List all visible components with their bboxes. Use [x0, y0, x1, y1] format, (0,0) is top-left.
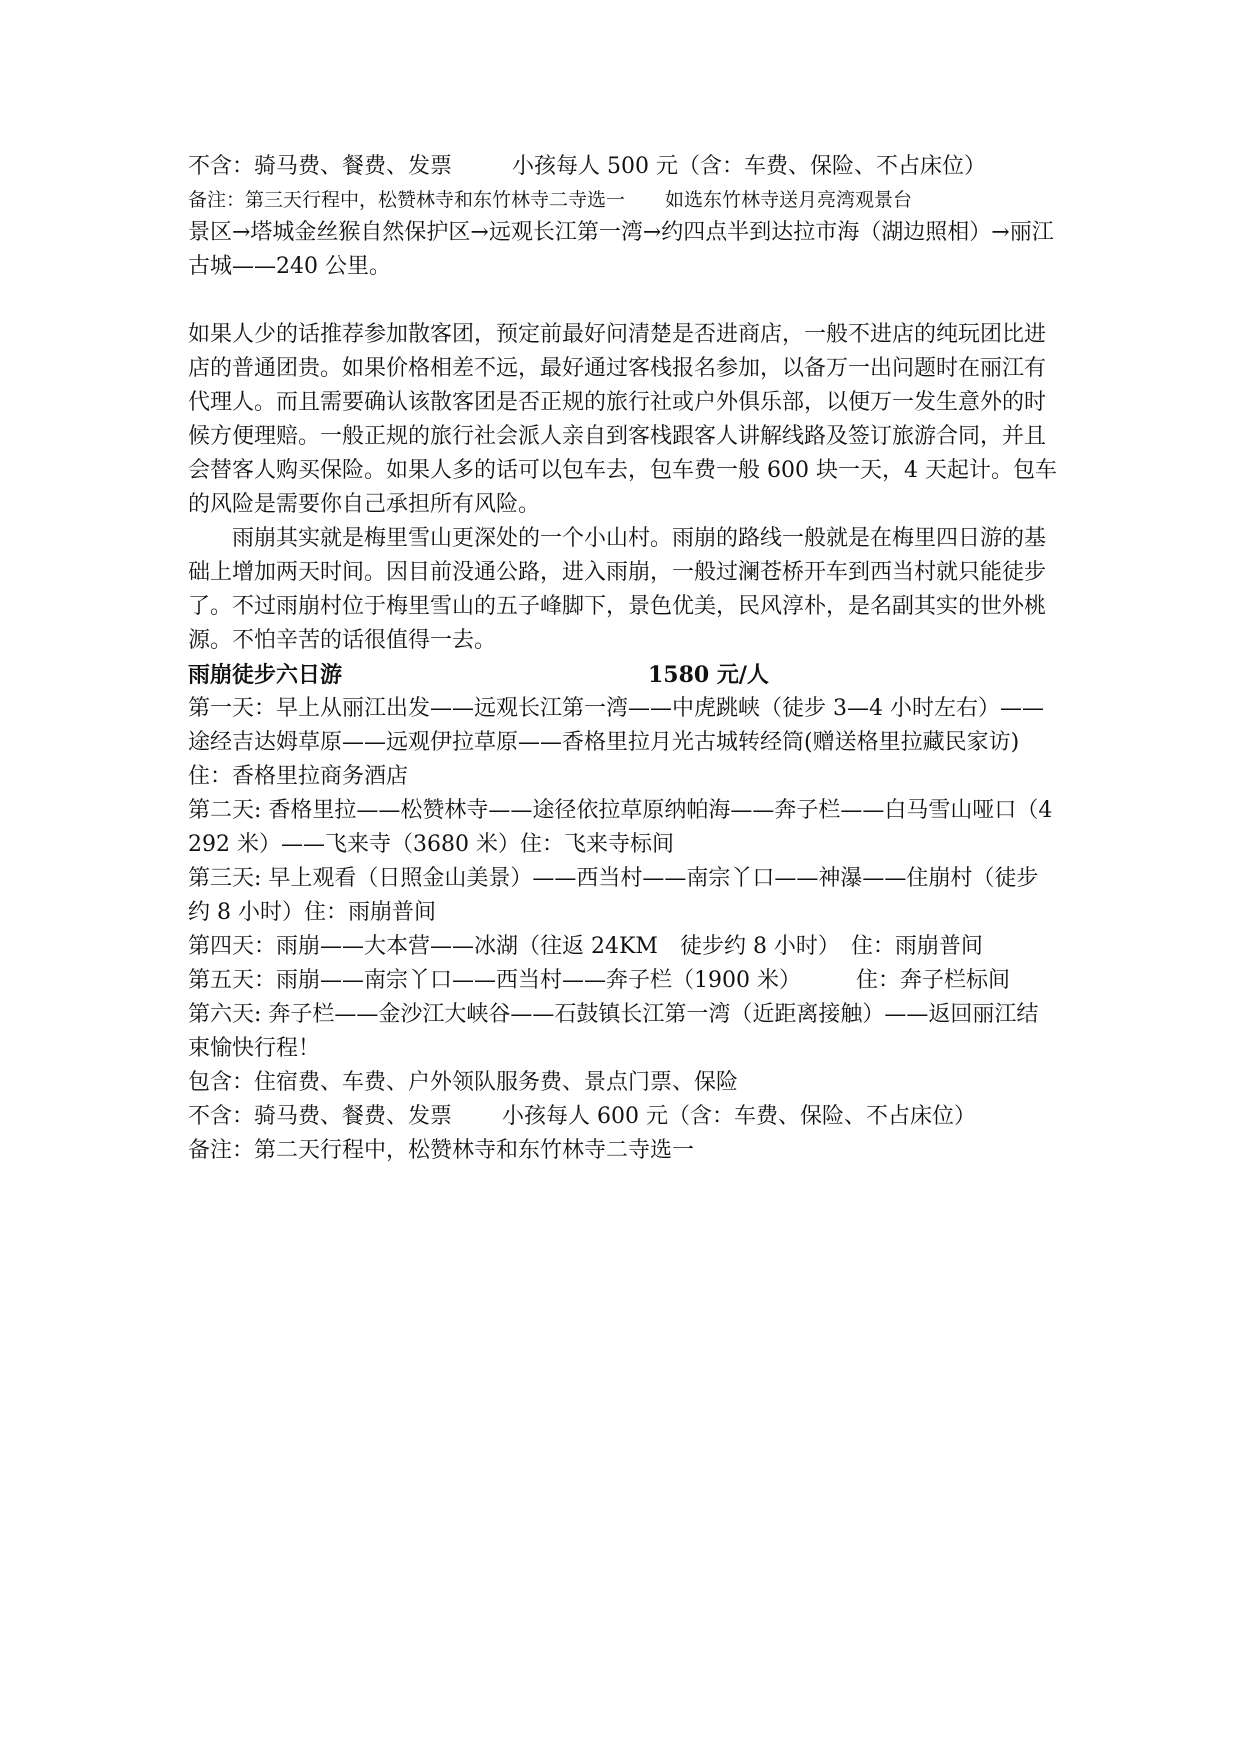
tour-price: 1580 元/人 [648, 662, 769, 688]
excludes-text: 不含：骑马费、餐费、发票 [188, 154, 453, 179]
itinerary-day-1: 第一天：早上从丽江出发——远观长江第一湾——中虎跳峡（徒步 3—4 小时左右）——途经吉达姆草原——远观伊拉草原——香格里拉月光古城转经筒(赠送格里拉藏民家访)住：香格里拉商务酒店 [188, 696, 1044, 789]
advice-paragraph: 如果人少的话推荐参加散客团，预定前最好问清楚是否进商店，一般不进店的纯玩团比进店的普通团贵。如果价格相差不远，最好通过客栈报名参加，以备万一出问题时在丽江有代理人。而且需要确认该散客团是否正规的旅行社或户外俱乐部，以便万一发生意外的时候方便理赔。一般正规的旅行社会派人亲自到客栈跟客人讲解线路及签订旅游合同，并且会替客人购买保险。如果人多的话可以包车去，包车费一般 600 块一天，4 天起计。包车的风险是需要你自己承担所有风险。 [188, 322, 1057, 517]
tour-title: 雨崩徒步六日游 [188, 662, 343, 688]
tour-note-line: 备注：第二天行程中，松赞林寺和东竹林寺二寺选一 [188, 1138, 695, 1163]
itinerary-day-6: 第六天: 奔子栏——金沙江大峡谷——石鼓镇长江第一湾（近距离接触）——返回丽江结束愉快行程！ [188, 1002, 1039, 1061]
route-paragraph: 景区→塔城金丝猴自然保护区→远观长江第一湾→约四点半到达拉市海（湖边照相）→丽江古城——240 公里。 [188, 220, 1054, 279]
excludes-line [188, 150, 1058, 184]
child-price-text: 小孩每人 500 元（含：车费、保险、不占床位） [512, 154, 986, 179]
itinerary-day-2: 第二天: 香格里拉——松赞林寺——途径依拉草原纳帕海——奔子栏——白马雪山哑口（4292 米）——飞来寺（3680 米）住：飞来寺标间 [188, 798, 1053, 857]
itinerary-day-4: 第四天：雨崩——大本营——冰湖（往返 24KM 徒步约 8 小时） 住：雨崩普间 [188, 934, 983, 959]
tour-child-price-text: 小孩每人 600 元（含：车费、保险、不占床位） [502, 1104, 976, 1129]
yubeng-intro-paragraph: 雨崩其实就是梅里雪山更深处的一个小山村。雨崩的路线一般就是在梅里四日游的基础上增加两天时间。因目前没通公路，进入雨崩，一般过澜苍桥开车到西当村就只能徒步了。不过雨崩村位于梅里雪山的五子峰脚下，景色优美，民风淳朴，是名副其实的世外桃源。不怕辛苦的话很值得一去。 [188, 526, 1047, 653]
includes-line: 包含：住宿费、车费、户外领队服务费、景点门票、保险 [188, 1070, 739, 1095]
itinerary-day-3: 第三天: 早上观看（日照金山美景）——西当村——南宗丫口——神瀑——住崩村（徒步约 8 小时）住：雨崩普间 [188, 866, 1039, 925]
tour-heading [188, 658, 1058, 692]
tour-excludes-line [188, 1100, 1058, 1134]
note-extra-text: 如选东竹林寺送月亮湾观景台 [665, 189, 913, 211]
tour-excludes-text: 不含：骑马费、餐费、发票 [188, 1104, 453, 1129]
document-body [188, 150, 1058, 1168]
note-text: 备注：第三天行程中，松赞林寺和东竹林寺二寺选一 [188, 189, 626, 211]
itinerary-day-5: 第五天：雨崩——南宗丫口——西当村——奔子栏（1900 米） 住：奔子栏标间 [188, 968, 1010, 993]
note-line [188, 184, 1058, 216]
